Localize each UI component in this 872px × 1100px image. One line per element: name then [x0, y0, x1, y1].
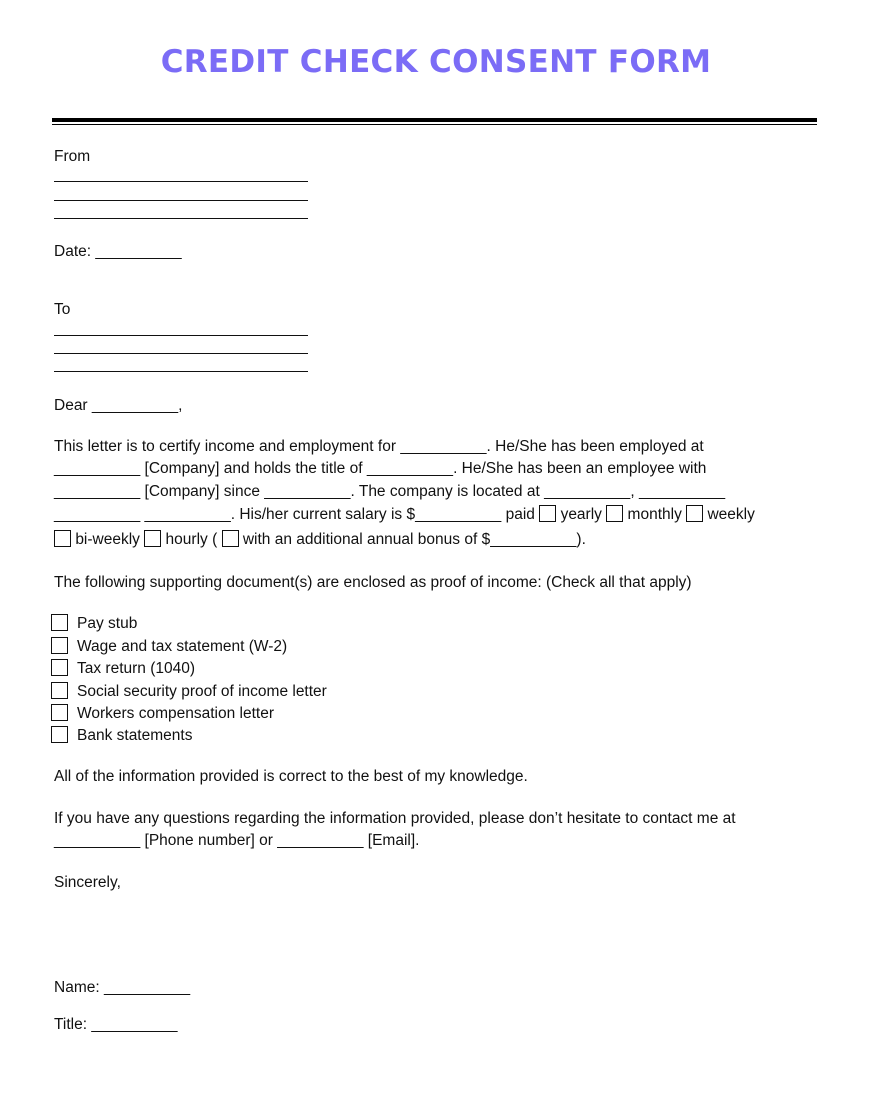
zip-blank[interactable]: __________ — [54, 506, 141, 523]
to-line-1[interactable] — [54, 335, 308, 336]
body-text-4a: . His/her current salary is $ — [230, 506, 416, 523]
document-item — [51, 682, 327, 701]
document-label: Wage and tax statement (W-2) — [77, 638, 288, 655]
phone-blank[interactable]: __________ — [54, 832, 141, 849]
document-checkbox[interactable] — [51, 682, 68, 699]
document-checkbox[interactable] — [51, 704, 68, 721]
bonus-checkbox[interactable] — [222, 530, 239, 547]
phone-label: [Phone number] or — [144, 832, 273, 849]
document-label: Social security proof of income letter — [77, 683, 327, 700]
salutation — [54, 397, 182, 415]
document-checkbox[interactable] — [51, 659, 68, 676]
name-row — [54, 979, 190, 997]
body-text-2b: . He/She has been an employee with — [453, 460, 707, 477]
start-date-blank[interactable]: __________ — [264, 483, 351, 500]
to-label: To — [54, 301, 71, 318]
city-blank[interactable]: __________ — [544, 483, 631, 500]
biweekly-checkbox[interactable] — [54, 530, 71, 547]
body-line-1 — [54, 438, 704, 456]
contact-line-1: If you have any questions regarding the information provided, please don’t hesitate to contact me at — [54, 810, 736, 827]
country-blank[interactable]: __________ — [144, 506, 231, 523]
page-title: CREDIT CHECK CONSENT FORM — [160, 44, 712, 80]
document-item — [51, 726, 192, 745]
body-text-3b: . The company is located at — [350, 483, 540, 500]
name-label: Name: — [54, 979, 100, 996]
document-label: Pay stub — [77, 615, 138, 632]
company-blank-1[interactable]: __________ — [54, 460, 141, 477]
to-line-2[interactable] — [54, 353, 308, 354]
dear-comma: , — [178, 397, 183, 414]
document-label: Workers compensation letter — [77, 705, 274, 722]
monthly-label: monthly — [627, 506, 682, 523]
biweekly-label: bi-weekly — [75, 531, 140, 548]
date-label: Date: — [54, 243, 92, 260]
body-line-3 — [54, 483, 725, 501]
to-line-3[interactable] — [54, 371, 308, 372]
weekly-label: weekly — [707, 506, 755, 523]
certification-text: All of the information provided is correct to the best of my knowledge. — [54, 768, 528, 785]
body-text-2a: [Company] and holds the title of — [144, 460, 363, 477]
title-blank[interactable]: __________ — [91, 1016, 178, 1033]
contact-line-2 — [54, 832, 419, 850]
document-label: Bank statements — [77, 727, 193, 744]
email-blank[interactable]: __________ — [277, 832, 364, 849]
bonus-text-a: with an additional annual bonus of $ — [242, 531, 491, 548]
dear-label: Dear — [54, 397, 88, 414]
from-line-1[interactable] — [54, 181, 308, 182]
header-rule-thick — [52, 118, 817, 122]
document-item — [51, 637, 287, 656]
weekly-checkbox[interactable] — [686, 505, 703, 522]
from-line-3[interactable] — [54, 218, 308, 219]
from-label: From — [54, 148, 91, 165]
body-line-4 — [54, 505, 755, 524]
yearly-label: yearly — [560, 506, 602, 523]
dear-blank[interactable]: __________ — [91, 397, 179, 414]
body-text-3c: , — [630, 483, 635, 500]
monthly-checkbox[interactable] — [606, 505, 623, 522]
state-blank[interactable]: __________ — [638, 483, 726, 500]
header-rule-thin — [52, 124, 817, 125]
from-line-2[interactable] — [54, 200, 308, 201]
date-blank[interactable]: __________ — [95, 243, 182, 260]
body-text-3a: [Company] since — [144, 483, 260, 500]
salary-blank[interactable]: __________ — [415, 506, 502, 523]
body-text-4b: paid — [505, 506, 535, 523]
bonus-blank[interactable]: __________ — [490, 531, 577, 548]
document-label: Tax return (1040) — [77, 660, 196, 677]
closing: Sincerely, — [54, 874, 121, 891]
title-row — [54, 1016, 178, 1034]
body-line-2 — [54, 460, 706, 478]
document-checkbox[interactable] — [51, 637, 68, 654]
name-blank[interactable]: __________ — [103, 979, 191, 996]
body-line-5 — [54, 530, 586, 549]
title-label: Title: — [54, 1016, 88, 1033]
documents-intro: The following supporting document(s) are enclosed as proof of income: (Check all that apply) — [54, 574, 692, 591]
employee-name-blank[interactable]: __________ — [400, 438, 487, 455]
yearly-checkbox[interactable] — [539, 505, 556, 522]
document-item — [51, 659, 195, 678]
document-checkbox[interactable] — [51, 614, 68, 631]
company-blank-2[interactable]: __________ — [54, 483, 141, 500]
email-label: [Email]. — [367, 832, 420, 849]
document-checkbox[interactable] — [51, 726, 68, 743]
hourly-checkbox[interactable] — [144, 530, 161, 547]
job-title-blank[interactable]: __________ — [366, 460, 454, 477]
document-item — [51, 614, 137, 633]
date-row — [54, 243, 182, 261]
document-item — [51, 704, 274, 723]
body-text-1b: . He/She has been employed at — [486, 438, 704, 455]
hourly-label: hourly ( — [165, 531, 218, 548]
bonus-text-b: ). — [576, 531, 586, 548]
body-text-1a: This letter is to certify income and employment for — [54, 438, 396, 455]
